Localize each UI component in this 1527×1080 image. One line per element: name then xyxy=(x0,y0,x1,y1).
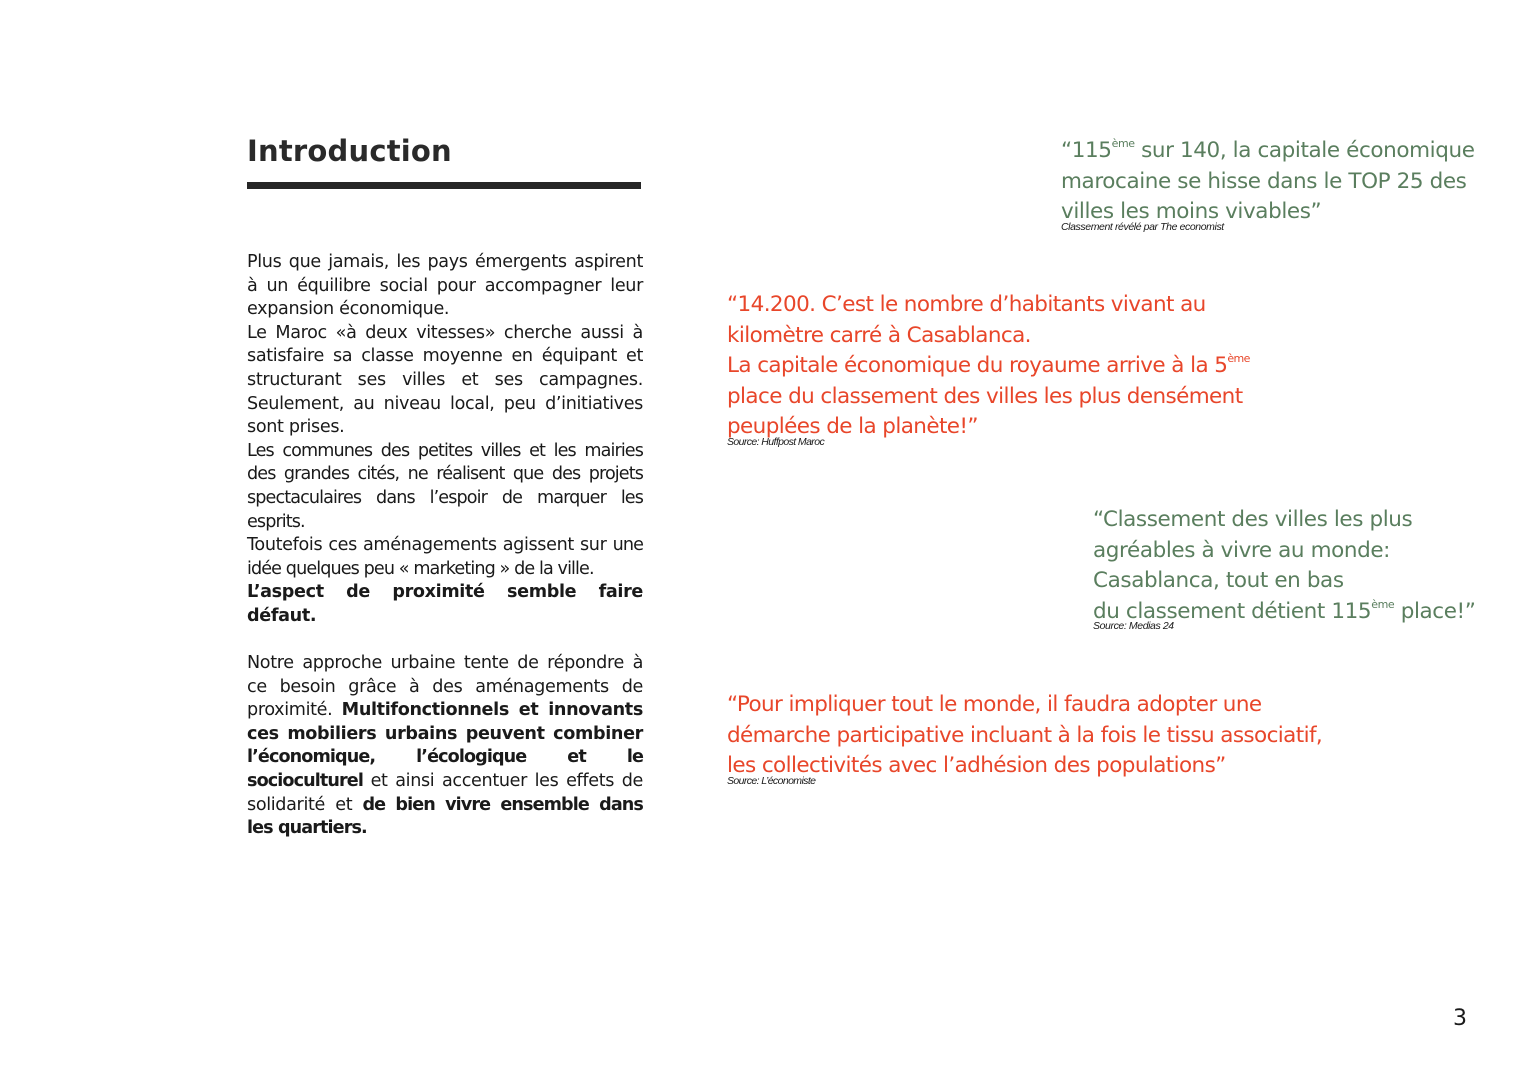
paragraph-5-emphasis-3: de bien vivre ensemble dans les quartiers. xyxy=(247,794,643,839)
quote-medias24 xyxy=(1093,505,1513,632)
paragraph-5-emphasis-2: l’économique, l’écologique et le socioculturel xyxy=(247,747,643,792)
quote-source: Source: L’économiste xyxy=(727,774,816,787)
superscript: ème xyxy=(1227,352,1250,365)
quote-line-3: les collectivités avec l’adhésion des populations” xyxy=(727,753,1226,778)
quote-line-1: “Classement des villes les plus xyxy=(1093,507,1413,532)
quote-line-1: “Pour impliquer tout le monde, il faudra adopter une xyxy=(727,692,1262,717)
paragraph-5 xyxy=(247,652,643,841)
title-underline xyxy=(247,182,641,189)
quote-open: “115 xyxy=(1061,138,1112,163)
page-number: 3 xyxy=(1453,1006,1467,1031)
quote-line-2: démarche participative incluant à la fois le tissu associatif, xyxy=(727,722,1323,748)
paragraph-5-emphasis-1: Multifonctionnels et innovants ces mobiliers urbains peuvent combiner xyxy=(247,700,643,744)
page-title: Introduction xyxy=(247,134,452,168)
quote-leconomiste xyxy=(727,690,1327,787)
paragraph-5-text: Notre approche urbaine tente de répondre à ce besoin grâce à des aménagements de proximité. xyxy=(247,653,643,721)
intro-body xyxy=(247,251,643,841)
quote-part: du classement détient 115 xyxy=(1093,598,1372,624)
paragraph-1: Plus que jamais, les pays émergents aspirent à un équilibre social pour accompagner leur expansion économique. xyxy=(247,252,643,320)
paragraph-4-text-condensed: une idée quelques peu « marketing » de la ville. xyxy=(247,535,643,579)
paragraph-2: Le Maroc «à deux vitesses» cherche aussi à satisfaire sa classe moyenne en équipant et structurant ses villes et ses campagnes. Seulement, au niveau local, peu d’initiatives sont prises. xyxy=(247,322,643,438)
paragraph-3: Les communes des petites villes et les mairies des grandes cités, ne réalisent que des projets spectaculaires dans l’espoir de marquer les esprits. xyxy=(247,440,643,532)
paragraph-5-text-2: et ainsi accentuer les effets de solidarité et xyxy=(247,771,643,815)
superscript: ème xyxy=(1111,137,1135,150)
quote-huffpost xyxy=(727,290,1327,448)
paragraph-gap xyxy=(247,629,643,653)
quote-line-2: agréables à vivre au monde: xyxy=(1093,537,1391,563)
quote-text xyxy=(1061,136,1501,228)
quote-part: La capitale économique du royaume arrive à la 5 xyxy=(727,353,1228,378)
paragraph-4-text: Toutefois ces aménagements agissent sur xyxy=(247,535,613,556)
paragraph-4-emphasis: L’aspect de proximité semble faire défaut. xyxy=(247,582,643,626)
quote-source: Source: Huffpost Maroc xyxy=(727,435,825,448)
quote-rest: sur 140, la capitale économique marocaine se hisse dans le TOP 25 des villes les moins vivables” xyxy=(1061,138,1475,224)
superscript: ème xyxy=(1371,597,1395,611)
quote-source: Source: Medias 24 xyxy=(1093,620,1174,632)
quote-text-line1: “14.200. C’est le nombre d’habitants vivant au kilomètre carré à Casablanca. xyxy=(727,292,1206,348)
quote-economist xyxy=(1061,136,1501,233)
quote-text-line2 xyxy=(727,351,1287,443)
quote-part-2: place du classement des villes les plus densément peuplées de la planète!” xyxy=(727,383,1243,439)
paragraph-4 xyxy=(247,534,643,628)
quote-source: Classement révélé par The economist xyxy=(1061,220,1224,233)
quote-line-3: Casablanca, tout en bas xyxy=(1093,568,1344,593)
quote-part-2: place!” xyxy=(1394,598,1476,624)
